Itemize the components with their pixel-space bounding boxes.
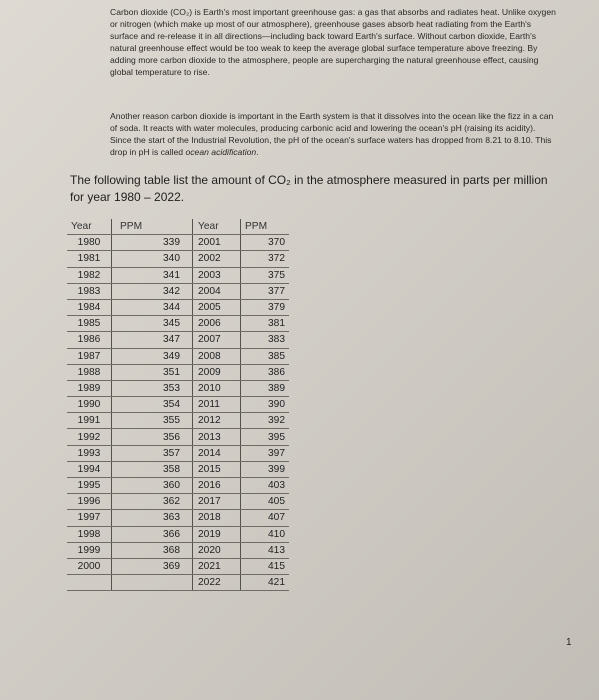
year-cell: 2001 (193, 235, 241, 251)
ppm-cell: 353 (112, 380, 193, 396)
table-row (67, 478, 289, 494)
year-cell: 1982 (67, 267, 112, 283)
paragraph-ocean-acidification-text: Another reason carbon dioxide is important in the Earth system is that it dissolves into the ocean like the fizz in a can of soda. It reacts with water molecules, producing carbonic acid and lowering the ocean's pH (raising its acidity). Since the start of the Industrial Revolution, the pH of the ocean's surface waters has dropped from 8.21 to 8.10. This drop in pH is called (110, 111, 554, 157)
year-cell: 2016 (193, 478, 241, 494)
ppm-cell: 347 (112, 332, 193, 348)
year-cell: 2004 (193, 283, 241, 299)
year-cell: 2018 (193, 510, 241, 526)
ppm-cell: 399 (241, 461, 290, 477)
ppm-cell: 356 (112, 429, 193, 445)
year-cell: 2005 (193, 299, 241, 315)
year-cell: 2015 (193, 461, 241, 477)
year-cell: 1994 (67, 461, 112, 477)
year-cell: 2014 (193, 445, 241, 461)
year-cell: 2019 (193, 526, 241, 542)
table-row (67, 316, 289, 332)
ppm-cell: 375 (241, 267, 290, 283)
header-year-2: Year (193, 219, 241, 235)
year-cell: 2021 (193, 558, 241, 574)
table-row (67, 510, 289, 526)
year-cell: 2020 (193, 542, 241, 558)
table-row (67, 283, 289, 299)
year-cell: 2008 (193, 348, 241, 364)
header-ppm-1: PPM (112, 219, 193, 235)
year-cell: 2003 (193, 267, 241, 283)
ppm-cell: 339 (112, 235, 193, 251)
year-cell: 2012 (193, 413, 241, 429)
year-cell (67, 575, 112, 591)
ppm-cell: 351 (112, 364, 193, 380)
ppm-cell: 403 (241, 478, 290, 494)
year-cell: 1984 (67, 299, 112, 315)
ppm-cell: 389 (241, 380, 290, 396)
table-row (67, 413, 289, 429)
ppm-cell: 370 (241, 235, 290, 251)
year-cell: 2011 (193, 397, 241, 413)
year-cell: 1998 (67, 526, 112, 542)
table-intro: The following table list the amount of CO₂ in the atmosphere measured in parts per million for year 1980 – 2022. (70, 173, 548, 204)
year-cell: 2017 (193, 494, 241, 510)
ppm-cell: 357 (112, 445, 193, 461)
ppm-cell: 379 (241, 299, 290, 315)
table-row (67, 558, 289, 574)
year-cell: 2000 (67, 558, 112, 574)
ppm-cell: 362 (112, 494, 193, 510)
paragraph-ocean-acidification (110, 110, 556, 158)
table-row (67, 526, 289, 542)
ppm-cell: 354 (112, 397, 193, 413)
ppm-cell: 421 (241, 575, 290, 591)
table-row (67, 251, 289, 267)
ppm-cell: 395 (241, 429, 290, 445)
ppm-cell: 392 (241, 413, 290, 429)
ppm-cell: 410 (241, 526, 290, 542)
ppm-cell: 366 (112, 526, 193, 542)
year-cell: 2010 (193, 380, 241, 396)
ppm-cell: 386 (241, 364, 290, 380)
year-cell: 1989 (67, 380, 112, 396)
year-cell: 1985 (67, 316, 112, 332)
ppm-cell: 340 (112, 251, 193, 267)
co2-ppm-table (67, 219, 289, 591)
table-row (67, 380, 289, 396)
year-cell: 1983 (67, 283, 112, 299)
year-cell: 2013 (193, 429, 241, 445)
table-row (67, 494, 289, 510)
table-row (67, 397, 289, 413)
ppm-cell: 345 (112, 316, 193, 332)
year-cell: 2009 (193, 364, 241, 380)
year-cell: 1988 (67, 364, 112, 380)
table-row (67, 429, 289, 445)
table-row (67, 332, 289, 348)
year-cell: 1981 (67, 251, 112, 267)
ppm-cell: 369 (112, 558, 193, 574)
year-cell: 1999 (67, 542, 112, 558)
ppm-cell: 355 (112, 413, 193, 429)
year-cell: 1991 (67, 413, 112, 429)
ppm-cell: 413 (241, 542, 290, 558)
ppm-cell: 377 (241, 283, 290, 299)
table-row (67, 235, 289, 251)
ppm-cell: 349 (112, 348, 193, 364)
ppm-cell (112, 575, 193, 591)
table-row (67, 348, 289, 364)
ppm-cell: 385 (241, 348, 290, 364)
year-cell: 1993 (67, 445, 112, 461)
ppm-cell: 383 (241, 332, 290, 348)
ppm-cell: 390 (241, 397, 290, 413)
year-cell: 2022 (193, 575, 241, 591)
table-row (67, 575, 289, 591)
page-number: 1 (566, 637, 572, 648)
header-ppm-2: PPM (241, 219, 290, 235)
ppm-cell: 360 (112, 478, 193, 494)
table-row (67, 461, 289, 477)
ppm-cell: 405 (241, 494, 290, 510)
table-row (67, 364, 289, 380)
paragraph-co2-greenhouse: Carbon dioxide (CO₂) is Earth's most important greenhouse gas: a gas that absorbs and radiates heat. Unlike oxygen or nitrogen (which make up most of our atmosphere), greenhouse gases absorb heat radiating from the Earth's surface and re-release it in all directions—including back toward Earth's surface. Without carbon dioxide, Earth's natural greenhouse effect would be too weak to keep the average global surface temperature above freezing. By adding more carbon dioxide to the atmosphere, people are supercharging the natural greenhouse effect, causing global temperature to rise. (110, 7, 556, 77)
paragraph-ocean-acidification-end: . (256, 147, 259, 157)
table-row (67, 542, 289, 558)
year-cell: 1980 (67, 235, 112, 251)
table-header-row (67, 219, 289, 235)
ppm-cell: 344 (112, 299, 193, 315)
table-row (67, 267, 289, 283)
year-cell: 2006 (193, 316, 241, 332)
header-year-1: Year (67, 219, 112, 235)
ppm-cell: 363 (112, 510, 193, 526)
year-cell: 1990 (67, 397, 112, 413)
ppm-cell: 397 (241, 445, 290, 461)
table-row (67, 299, 289, 315)
year-cell: 1995 (67, 478, 112, 494)
ppm-cell: 342 (112, 283, 193, 299)
ppm-cell: 407 (241, 510, 290, 526)
ocean-acidification-term: ocean acidification (185, 147, 257, 157)
year-cell: 1987 (67, 348, 112, 364)
ppm-cell: 341 (112, 267, 193, 283)
ppm-cell: 415 (241, 558, 290, 574)
year-cell: 1992 (67, 429, 112, 445)
table-row (67, 445, 289, 461)
ppm-cell: 358 (112, 461, 193, 477)
ppm-cell: 368 (112, 542, 193, 558)
ppm-cell: 372 (241, 251, 290, 267)
year-cell: 2007 (193, 332, 241, 348)
year-cell: 1986 (67, 332, 112, 348)
ppm-cell: 381 (241, 316, 290, 332)
year-cell: 2002 (193, 251, 241, 267)
year-cell: 1996 (67, 494, 112, 510)
year-cell: 1997 (67, 510, 112, 526)
